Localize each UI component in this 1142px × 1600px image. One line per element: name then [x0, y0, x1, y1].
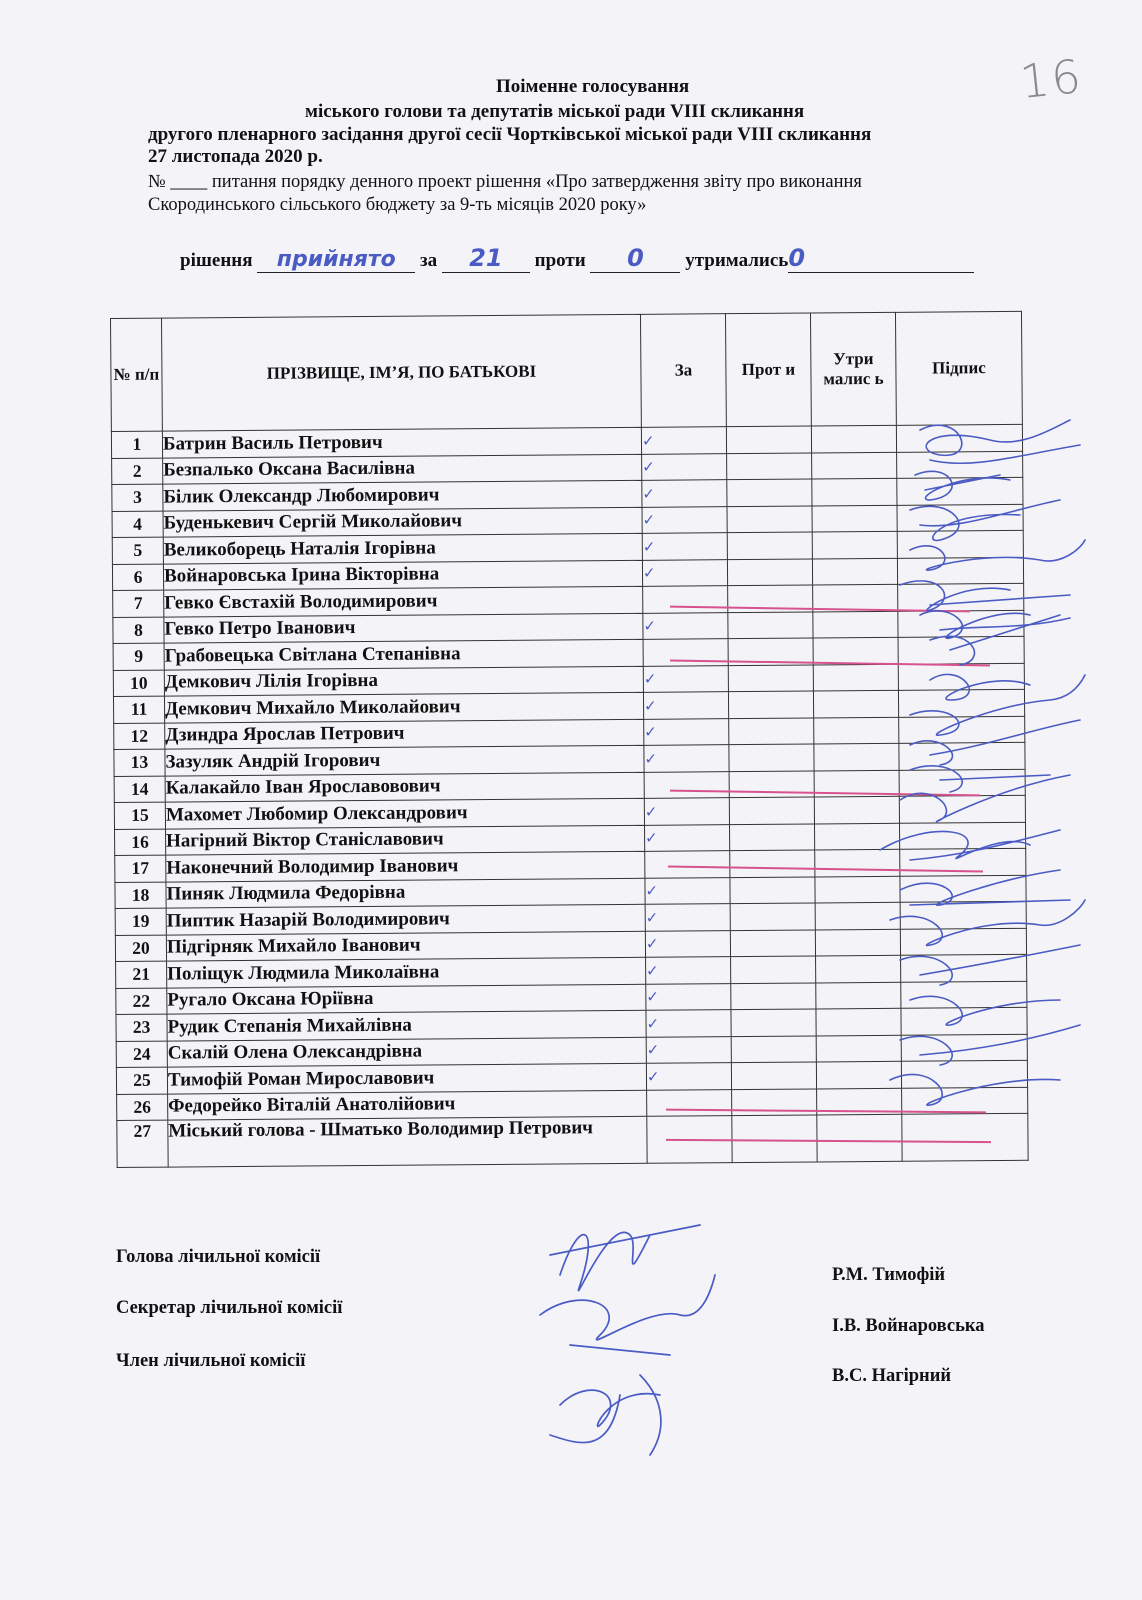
member-signatures	[870, 400, 1110, 1120]
row-number: 27	[117, 1120, 168, 1167]
vote-against-cell	[730, 850, 815, 877]
vote-for-mark: ✓	[642, 480, 727, 507]
row-number: 19	[115, 908, 166, 935]
row-number: 14	[114, 776, 165, 803]
member-name: Батрин Василь Петрович	[162, 427, 641, 457]
against-count: 0	[590, 244, 680, 273]
vote-for-mark	[643, 586, 728, 613]
row-number: 15	[114, 802, 165, 829]
secretary-label: Секретар лічильної комісії	[116, 1298, 343, 1318]
vote-for-mark	[644, 771, 729, 798]
vote-against-cell	[728, 691, 813, 718]
header-signature: Підпис	[895, 311, 1022, 425]
vote-against-cell	[731, 1035, 816, 1062]
member-name: Поліщук Людмила Миколаївна	[167, 957, 646, 987]
abstain-label: утримались	[685, 250, 789, 271]
header-for: За	[640, 314, 726, 428]
vote-for-mark: ✓	[644, 798, 729, 825]
member-name: Безпалько Оксана Василівна	[163, 454, 642, 484]
vote-for-mark: ✓	[646, 1036, 731, 1063]
member-name: Демкович Михайло Миколайович	[164, 692, 643, 722]
secretary-name: І.В. Войнаровська	[832, 1316, 985, 1336]
row-number: 21	[116, 961, 167, 988]
vote-against-cell	[728, 611, 813, 638]
vote-against-cell	[729, 744, 814, 771]
vote-for-mark	[643, 639, 728, 666]
row-number: 2	[112, 458, 163, 485]
header-abstain: Утри малис ь	[810, 312, 896, 426]
row-number: 8	[113, 617, 164, 644]
header-num: № п/п	[111, 318, 163, 431]
row-number: 16	[115, 829, 166, 856]
vote-for-mark: ✓	[642, 506, 727, 533]
vote-against-cell	[729, 823, 814, 850]
row-number: 12	[114, 723, 165, 750]
member-name: Нагірний Віктор Станіславович	[166, 825, 645, 855]
row-number: 22	[116, 988, 167, 1015]
vote-for-mark: ✓	[642, 559, 727, 586]
vote-against-cell	[730, 903, 815, 930]
decision-line	[180, 244, 974, 273]
row-number: 24	[116, 1041, 167, 1068]
vote-against-cell	[729, 717, 814, 744]
vote-for-mark: ✓	[646, 983, 731, 1010]
row-number: 13	[114, 749, 165, 776]
row-number: 11	[113, 696, 164, 723]
decision-value: прийнято	[257, 247, 415, 273]
vote-against-cell	[727, 532, 812, 559]
vote-against-cell	[727, 452, 812, 479]
vote-against-cell	[732, 1088, 817, 1115]
member-name: Гевко Євстахій Володимирович	[164, 586, 643, 616]
row-number: 20	[115, 935, 166, 962]
row-number: 6	[112, 564, 163, 591]
vote-against-cell	[728, 664, 813, 691]
row-number: 5	[112, 537, 163, 564]
vote-for-mark: ✓	[646, 957, 731, 984]
member-name: Буденькевич Сергій Миколайович	[163, 507, 642, 537]
decision-label: рішення	[180, 250, 253, 271]
row-number: 17	[115, 855, 166, 882]
vote-against-cell	[727, 479, 812, 506]
title-line-2: міського голови та депутатів міської ради VIII скликання	[305, 101, 805, 122]
vote-for-mark: ✓	[644, 824, 729, 851]
abstain-count: 0	[788, 244, 974, 273]
row-number: 23	[116, 1014, 167, 1041]
member-name: Підгірняк Михайло Іванович	[166, 931, 645, 961]
member-name: Пиптик Назарій Володимирович	[166, 904, 645, 934]
row-number: 3	[112, 484, 163, 511]
question-text-line-2: Скородинського сільського бюджету за 9-ть місяців 2020 року»	[148, 195, 647, 215]
vote-for-mark	[645, 851, 730, 878]
signature-cell	[902, 1113, 1028, 1161]
vote-for-mark	[647, 1089, 732, 1116]
member-name: Тимофій Роман Мирославович	[167, 1063, 646, 1093]
header-against: Прот и	[725, 313, 811, 427]
vote-for-mark: ✓	[643, 692, 728, 719]
row-number: 7	[113, 590, 164, 617]
member-name: Гевко Петро Іванович	[164, 613, 643, 643]
row-number: 26	[117, 1094, 168, 1121]
session-date: 27 листопада 2020 р.	[148, 146, 323, 167]
row-number: 25	[116, 1067, 167, 1094]
member-name: Калакайло Іван Ярославовович	[165, 772, 644, 802]
commission-signatures	[520, 1195, 740, 1465]
header-name: ПРІЗВИЩЕ, ІМ’Я, ПО БАТЬКОВІ	[162, 314, 642, 431]
row-number: 18	[115, 882, 166, 909]
document-title: Поіменне голосування	[496, 76, 690, 97]
vote-against-cell	[731, 1062, 816, 1089]
member-name: Зазуляк Андрій Ігорович	[165, 745, 644, 775]
row-number: 4	[112, 511, 163, 538]
vote-for-mark: ✓	[642, 533, 727, 560]
member-name: Махомет Любомир Олександрович	[165, 798, 644, 828]
member-name: Рудик Степанія Михайлівна	[167, 1010, 646, 1040]
vote-against-cell	[730, 876, 815, 903]
against-label: проти	[534, 250, 586, 271]
vote-for-mark: ✓	[645, 904, 730, 931]
vote-for-mark: ✓	[644, 718, 729, 745]
vote-for-mark: ✓	[645, 930, 730, 957]
for-count: 21	[442, 244, 530, 273]
member-name: В.С. Нагірний	[832, 1366, 952, 1386]
vote-against-cell	[731, 1009, 816, 1036]
vote-for-mark: ✓	[645, 877, 730, 904]
vote-against-cell	[727, 558, 812, 585]
row-number: 9	[113, 643, 164, 670]
page-number: 16	[1017, 48, 1086, 110]
vote-abstain-cell	[817, 1114, 902, 1162]
member-name: Ругало Оксана Юріївна	[167, 984, 646, 1014]
row-number: 1	[111, 431, 162, 458]
vote-against-cell	[731, 982, 816, 1009]
vote-for-mark: ✓	[641, 427, 726, 454]
member-name: Великоборець Наталія Ігорівна	[163, 533, 642, 563]
question-text: № ____ питання порядку денного проект рішення «Про затвердження звіту про виконання	[148, 172, 862, 192]
vote-against-cell	[726, 426, 811, 453]
member-name: Наконечний Володимир Іванович	[166, 851, 645, 881]
member-name: Грабовецька Світлана Степанівна	[164, 639, 643, 669]
chair-label: Голова лічильної комісії	[116, 1247, 321, 1267]
vote-for-mark: ✓	[643, 665, 728, 692]
member-label: Член лічильної комісії	[116, 1351, 306, 1371]
vote-against-cell	[729, 770, 814, 797]
member-name: Войнаровська Ірина Вікторівна	[163, 560, 642, 590]
vote-against-cell	[727, 505, 812, 532]
vote-for-mark: ✓	[646, 1063, 731, 1090]
member-name: Пиняк Людмила Федорівна	[166, 878, 645, 908]
chair-name: Р.М. Тимофій	[832, 1265, 946, 1285]
vote-for-mark: ✓	[646, 1010, 731, 1037]
member-name: Білик Олександр Любомирович	[163, 480, 642, 510]
vote-against-cell	[729, 797, 814, 824]
vote-for-mark: ✓	[643, 612, 728, 639]
member-name: Демкович Лілія Ігорівна	[164, 666, 643, 696]
member-name: Федорейко Віталій Анатолійович	[168, 1090, 647, 1120]
vote-for-mark: ✓	[642, 453, 727, 480]
title-line-3: другого пленарного засідання другої сесії Чортківської міської ради VIII скликання	[148, 124, 872, 145]
vote-against-cell	[731, 956, 816, 983]
row-number: 10	[113, 670, 164, 697]
vote-for-mark: ✓	[644, 745, 729, 772]
member-name: Міський голова - Шматько Володимир Петрович	[168, 1116, 647, 1167]
member-name: Дзиндра Ярослав Петрович	[165, 719, 644, 749]
vote-against-cell	[730, 929, 815, 956]
for-label: за	[420, 250, 438, 271]
member-name: Скалій Олена Олександрівна	[167, 1037, 646, 1067]
